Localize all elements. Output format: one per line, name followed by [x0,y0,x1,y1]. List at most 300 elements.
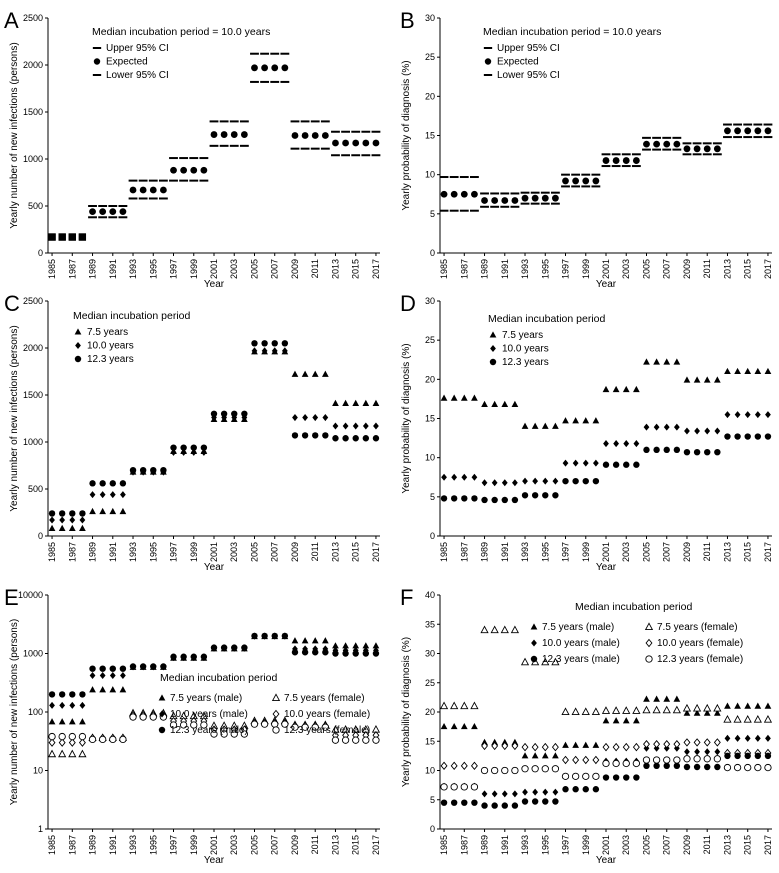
data-point [80,517,86,524]
data-point [150,663,156,669]
data-point [572,417,579,423]
data-point [211,411,217,417]
data-point [501,626,508,632]
panel-label: F [400,585,414,610]
data-point [89,480,95,486]
data-point [532,744,538,751]
data-point [211,644,217,650]
x-tick-label: 1999 [188,542,199,563]
panel-f [400,585,773,866]
y-tick-label: 25 [424,335,435,346]
legend-marker [646,656,652,662]
data-point [302,414,308,421]
data-point [491,802,497,808]
data-point [292,414,298,421]
x-tick-label: 1989 [87,259,98,280]
x-tick-label: 2009 [681,835,692,856]
data-point [623,774,629,780]
x-tick-label: 2005 [641,542,652,563]
data-point [704,756,710,762]
data-point [312,637,319,643]
legend-marker [75,328,82,334]
legend-entry: 10.0 years (female) [284,709,371,720]
x-tick-label: 2013 [722,835,733,856]
x-tick-label: 1987 [459,835,470,856]
data-point [684,748,690,755]
data-point [451,762,457,769]
x-tick-label: 2017 [762,259,773,280]
data-point [623,744,629,751]
data-point [109,686,116,692]
x-tick-label: 1997 [560,835,571,856]
data-point [353,737,359,743]
data-point [342,400,349,406]
x-tick-label: 1995 [148,542,159,563]
y-axis-label: Yearly number of new infections (persons) [9,618,20,806]
data-point [441,723,448,729]
legend-marker [94,58,100,64]
x-tick-label: 2013 [330,542,341,563]
data-point [765,368,772,374]
legend-entry: 12.3 years (male) [170,725,248,736]
data-point [231,131,238,138]
legend-marker [273,710,279,717]
data-point [724,127,731,134]
data-point [633,744,639,751]
data-point [231,411,237,417]
y-tick-label: 1000 [22,154,43,164]
panel-label: E [4,585,19,610]
x-tick-label: 1993 [520,835,531,856]
data-point [623,386,630,392]
series-lower-95-ci [440,137,773,211]
data-point [451,784,457,790]
y-tick-label: 15 [424,736,435,747]
data-point [282,633,288,639]
data-point [261,64,268,71]
data-point [200,167,207,174]
x-tick-label: 2011 [702,835,713,855]
x-tick-label: 1995 [540,259,551,280]
data-point [694,376,701,382]
data-point [563,460,569,467]
data-point [481,767,487,773]
y-axis-label: Yearly number of new infections (persons) [9,42,20,229]
data-point [714,428,720,435]
legend [73,310,190,365]
data-point [180,167,187,174]
data-point [501,197,508,204]
data-point [674,741,680,748]
data-point [704,376,711,382]
x-tick-label: 2009 [681,542,692,563]
x-tick-label: 2003 [621,835,632,856]
data-point [633,440,639,447]
x-tick-label: 2007 [661,835,672,856]
data-point [160,467,166,473]
data-point [522,478,528,485]
x-tick-label: 1989 [479,259,490,280]
panel-d [400,291,773,573]
data-point [451,723,458,729]
data-point [583,756,589,763]
data-point [755,433,761,439]
x-tick-label: 1985 [439,542,450,563]
x-tick-label: 1993 [128,542,139,563]
y-axis-label: Yearly number of new infections (persons) [9,325,20,512]
data-point [251,64,258,71]
legend-entry: 7.5 years (male) [542,622,615,633]
x-tick-label: 2017 [370,542,381,563]
legend-marker [273,694,280,700]
data-point [59,510,65,516]
data-point [79,510,85,516]
y-tick-label: 10000 [17,590,43,600]
legend-entry: Upper 95% CI [497,43,560,54]
x-tick-label: 1991 [499,259,510,280]
data-point [684,756,690,762]
data-point [724,702,731,708]
data-point [471,495,477,501]
y-axis-label: Yearly probability of diagnosis (%) [401,343,412,494]
y-axis-label: Yearly probability of diagnosis (%) [401,60,412,211]
data-point [110,672,116,679]
data-point [272,633,278,639]
data-point [512,802,518,808]
data-point [583,478,589,484]
x-tick-label: 2005 [249,259,260,280]
y-tick-label: 20 [424,374,435,385]
y-tick-label: 30 [424,648,435,659]
data-point [562,708,569,714]
data-point [352,140,359,147]
data-point [744,127,751,134]
x-tick-label: 1999 [580,835,591,856]
data-point [633,760,639,766]
data-point [623,157,630,164]
x-tick-label: 1993 [520,542,531,563]
data-point [653,447,659,453]
data-point [644,424,650,431]
data-point [342,435,348,441]
data-point [482,790,488,797]
data-point [99,480,105,486]
data-point [512,790,518,797]
data-point [312,432,318,438]
data-point [69,510,75,516]
y-tick-label: 0 [429,248,435,258]
x-tick-label: 2013 [722,259,733,280]
x-tick-label: 1999 [580,542,591,563]
data-point [69,702,75,709]
data-point [572,742,579,748]
data-point [363,650,369,656]
data-point [272,721,278,727]
data-point [491,626,498,632]
x-tick-label: 1993 [520,259,531,280]
data-point [593,478,599,484]
data-point [613,744,619,751]
legend-marker [531,623,538,629]
y-tick-label: 5 [429,794,435,805]
data-point [755,753,761,759]
x-tick-label: 1997 [168,542,179,563]
data-point [59,751,66,757]
data-point [582,742,589,748]
x-tick-label: 1991 [107,835,118,856]
x-tick-label: 2009 [289,835,300,856]
y-axis-label: Yearly probability of diagnosis (%) [401,636,412,788]
data-point [89,736,95,742]
x-tick-label: 1991 [499,835,510,856]
data-point [99,665,105,671]
data-point [110,736,116,742]
data-point [373,650,379,656]
y-tick-label: 1500 [22,107,43,117]
data-point [49,510,55,516]
data-point [69,517,75,524]
y-tick-label: 20 [424,707,435,717]
data-point [664,741,670,748]
data-point [130,663,136,669]
legend-title: Median incubation period [160,672,278,684]
data-point [532,423,539,429]
data-point [90,491,96,498]
data-point [501,401,508,407]
data-point [522,195,529,202]
data-point [322,414,328,421]
data-point [99,736,105,742]
data-point [363,737,369,743]
data-point [292,432,298,438]
data-point [261,721,267,727]
legend-marker [531,639,537,646]
data-point [613,760,619,766]
data-point [754,127,761,134]
data-point [593,708,600,714]
x-tick-label: 2013 [330,259,341,280]
x-tick-label: 1989 [479,542,490,563]
data-point [110,480,116,486]
x-tick-label: 2013 [330,835,341,856]
data-point [472,762,478,769]
y-tick-label: 40 [424,590,435,600]
data-point [69,233,76,240]
data-point [512,401,519,407]
data-point [272,340,278,346]
x-axis-label: Year [203,855,225,866]
data-point [663,358,670,364]
data-point [582,708,589,714]
data-point [542,478,548,485]
data-point [332,435,338,441]
data-point [502,479,508,486]
data-point [583,773,589,779]
data-point [221,131,228,138]
data-point [461,702,468,708]
data-point [613,462,619,468]
data-point [633,774,639,780]
data-point [211,131,218,138]
data-point [532,478,538,485]
data-point [745,753,751,759]
panel-e [4,585,381,866]
data-point [353,423,359,430]
legend-entry: Lower 95% CI [497,70,560,81]
data-point [613,386,620,392]
y-tick-label: 2500 [22,296,43,306]
x-tick-label: 2011 [310,259,321,279]
data-point [79,233,86,240]
x-tick-label: 2011 [702,259,713,279]
data-point [342,650,348,656]
data-point [451,495,457,501]
data-point [170,444,176,450]
data-point [603,462,609,468]
data-point [684,376,691,382]
data-point [603,386,610,392]
data-point [441,191,448,198]
x-tick-label: 2001 [209,542,219,563]
data-point [623,440,629,447]
data-point [643,707,650,713]
data-point [755,735,761,742]
y-tick-label: 15 [424,130,435,141]
data-point [312,649,318,655]
x-tick-label: 1991 [107,259,118,280]
data-point [532,492,538,498]
legend-entry: Lower 95% CI [106,70,169,81]
data-point [674,757,680,763]
data-point [49,517,55,524]
panel-label: A [4,8,19,33]
data-point [573,460,579,467]
x-tick-label: 2003 [621,259,632,280]
data-point [261,340,267,346]
data-point [363,423,369,430]
data-point [765,702,772,708]
data-point [694,739,700,746]
data-point [312,132,319,139]
y-tick-label: 1000 [22,648,43,659]
data-point [664,447,670,453]
data-point [59,525,66,531]
data-point [281,64,288,71]
legend-title: Median incubation period [575,601,693,613]
data-point [694,705,701,711]
data-point [673,141,680,148]
data-point [441,702,448,708]
x-tick-label: 1989 [87,835,98,856]
data-point [623,707,630,713]
x-tick-label: 2001 [601,259,611,280]
data-point [180,654,186,660]
data-point [332,650,338,656]
legend-marker [75,356,81,362]
data-point [725,411,731,418]
data-point [745,411,751,418]
x-tick-label: 2003 [229,835,240,856]
legend-marker [273,727,279,733]
x-tick-label: 2017 [762,542,773,563]
y-tick-label: 2000 [22,60,43,70]
data-point [271,64,278,71]
legend-marker [159,727,165,733]
x-tick-label: 1989 [479,835,490,856]
panel-label: B [400,8,415,33]
data-point [512,497,518,503]
data-point [150,187,157,194]
data-point [735,735,741,742]
data-point [251,633,257,639]
data-point [542,766,548,772]
x-tick-label: 2001 [601,835,611,856]
x-tick-label: 1985 [439,259,450,280]
x-tick-label: 2001 [209,835,219,856]
data-point [502,497,508,503]
data-point [89,665,95,671]
data-point [583,786,589,792]
data-point [552,423,559,429]
data-point [674,424,680,431]
data-point [512,626,519,632]
x-tick-label: 2017 [370,259,381,280]
data-point [79,691,85,697]
data-point [572,708,579,714]
data-point [593,786,599,792]
data-point [130,714,136,720]
y-tick-label: 25 [424,677,435,688]
data-point [333,423,339,430]
legend-marker [490,331,497,337]
data-point [603,707,610,713]
data-point [130,187,137,194]
data-point [471,191,478,198]
data-point [120,480,126,486]
data-point [653,707,660,713]
data-point [684,449,690,455]
data-point [59,691,65,697]
data-point [522,659,529,665]
x-tick-label: 2015 [742,259,753,280]
x-tick-label: 2005 [249,542,260,563]
data-point [563,756,569,763]
data-point [744,368,751,374]
legend-marker [75,342,81,349]
data-point [744,716,751,722]
data-point [241,411,247,417]
x-tick-label: 1995 [540,835,551,856]
data-point [765,735,771,742]
legend-entry: 10.0 years [87,340,134,352]
data-point [461,394,468,400]
data-point [471,723,478,729]
data-point [542,195,549,202]
data-point [322,132,329,139]
data-point [522,752,529,758]
data-point [603,774,609,780]
data-point [362,400,369,406]
data-point [491,197,498,204]
data-point [461,495,467,501]
x-tick-label: 2017 [370,835,381,856]
data-point [109,208,116,215]
data-point [623,717,630,723]
data-point [734,716,741,722]
data-point [332,737,338,743]
data-point [241,644,247,650]
x-tick-label: 2005 [249,835,260,856]
